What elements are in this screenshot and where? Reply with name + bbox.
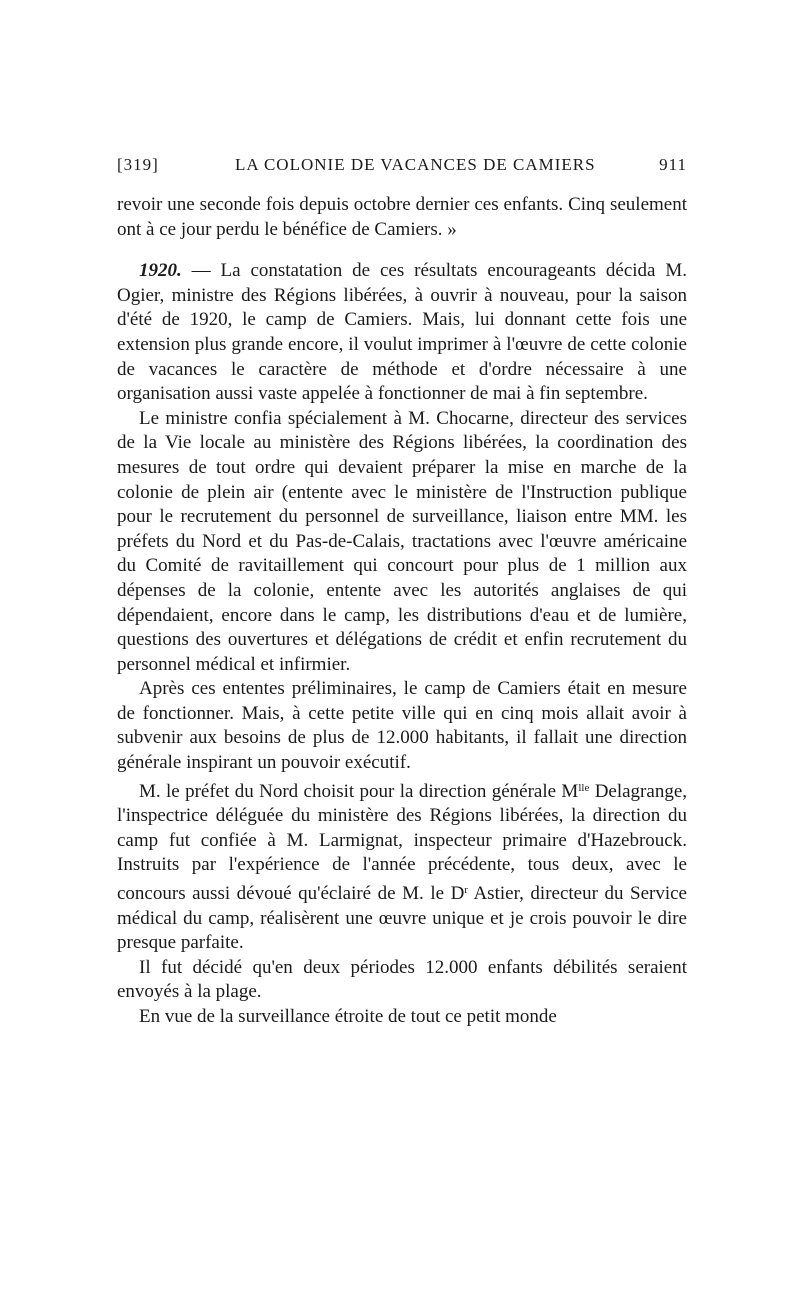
paragraph-chocarne: Le ministre confia spécialement à M. Chocarne, directeur des services de la Vie locale au ministère des Régions libérées, la coordination des mesures de tout ordre qui devaient préparer la mise en marche de la colonie de plein air (entente avec le ministère de l'Instruction publique pour le recrutement du personnel de surveillance, liaison entre MM. les préfets du Nord et du Pas-de-Calais, tractations avec l'œuvre américaine du Comité de ravitaillement qui concourt pour plus de 1 million aux dépenses de la colonie, entente avec les autorités anglaises de qui dépendaient, encore dans le camp, les distributions d'eau et de lumière, questions des ouvertures et délégations de crédit et enfin recrutement du personnel médical et infirmier. [117, 407, 687, 675]
running-title: LA COLONIE DE VACANCES DE CAMIERS [235, 155, 596, 174]
superscript-lle: lle [578, 781, 590, 794]
body-text [117, 193, 687, 1030]
superscript-r: r [464, 884, 468, 897]
paragraph-direction-text-c: Astier, directeur du Service médical du camp, réalisèrent une œuvre unique et je crois pouvoir le dire presque parfaite. [117, 883, 687, 954]
page-number: 911 [659, 155, 687, 174]
paragraph-continuation: revoir une seconde fois depuis octobre dernier ces enfants. Cinq seulement ont à ce jour perdu le bénéfice de Camiers. » [117, 194, 687, 240]
paragraph-direction-text-a: M. le préfet du Nord choisit pour la direction générale M [139, 780, 579, 802]
book-page [117, 155, 687, 1030]
bracketed-page-number: [319] [117, 155, 159, 174]
paragraph-periodes: Il fut décidé qu'en deux périodes 12.000 enfants débilités seraient envoyés à la plage. [117, 956, 687, 1003]
paragraph-direction-text-b: Delagrange, l'inspectrice déléguée du ministère des Régions libérées, la direction du camp fut confiée à M. Larmignat, inspecteur primaire d'Hazebrouck. Instruits par l'expérience de l'année précédente, tous deux, avec le concours aussi dévoué qu'éclairé de M. le D [117, 780, 688, 905]
section-gap [117, 242, 687, 259]
paragraph-direction [117, 776, 687, 956]
paragraph-1920 [117, 259, 687, 407]
paragraph-ententes: Après ces ententes préliminaires, le camp de Camiers était en mesure de fonctionner. Mais, à cette petite ville qui en cinq mois allait avoir à subvenir aux besoins de plus de 12.000 habitants, il fallait une direction générale inspirant un pouvoir exécutif. [117, 678, 687, 774]
running-head [117, 155, 687, 179]
paragraph-surveillance: En vue de la surveillance étroite de tout ce petit monde [139, 1006, 557, 1027]
paragraph-1920-text: — La constatation de ces résultats encourageants décida M. Ogier, ministre des Régions libérées, à ouvrir à nouveau, pour la saison d'été de 1920, le camp de Camiers. Mais, lui donnant cette fois une extension plus grande encore, il voulut imprimer à l'œuvre de cette colonie de vacances le caractère de méthode et d'ordre nécessaire à une organisation aussi vaste appelée à fonctionner de mai à fin septembre. [117, 260, 687, 405]
year-heading: 1920. [139, 260, 182, 282]
